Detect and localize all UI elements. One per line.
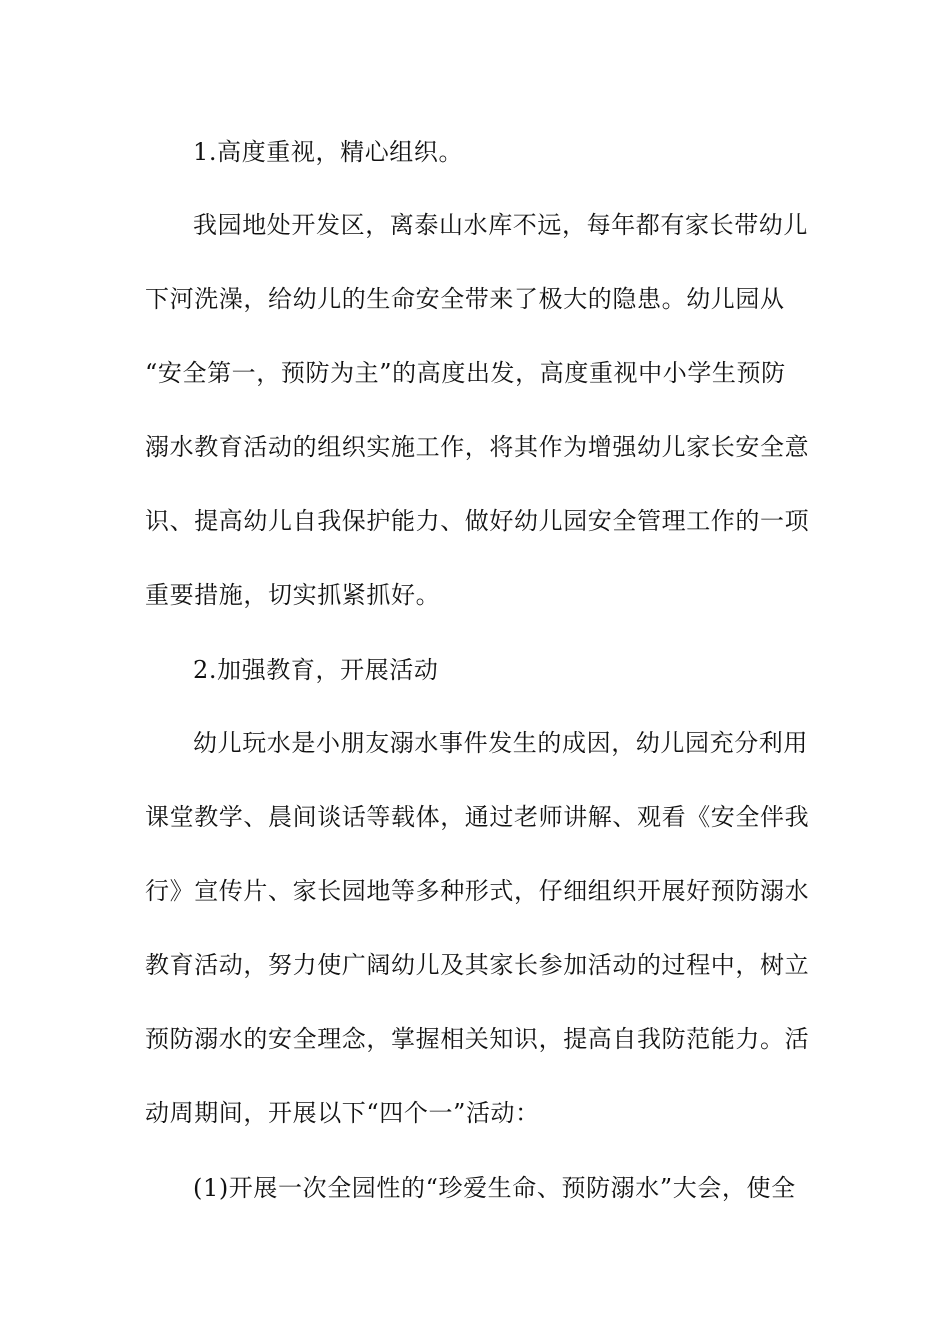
paragraph-line: 幼儿玩水是小朋友溺水事件发生的成因，幼儿园充分利用 [193,729,808,757]
paragraph-line: 教育活动，努力使广阔幼儿及其家长参加活动的过程中，树立 [145,951,810,979]
paragraph-line: “安全第一，预防为主”的高度出发，高度重视中小学生预防 [145,359,786,387]
paragraph-line: 课堂教学、晨间谈话等载体，通过老师讲解、观看《安全伴我 [145,803,810,831]
paragraph-line: 下河洗澡，给幼儿的生命安全带来了极大的隐患。幼儿园从 [145,285,785,313]
paragraph-line: 动周期间，开展以下“四个一”活动： [145,1099,540,1127]
paragraph-line: 识、提高幼儿自我保护能力、做好幼儿园安全管理工作的一项 [145,507,810,535]
paragraph-line: 我园地处开发区，离泰山水库不远，每年都有家长带幼儿 [193,211,808,239]
paragraph-line: 重要措施，切实抓紧抓好。 [145,581,441,609]
list-item-1: (1)开展一次全园性的“珍爱生命、预防溺水”大会，使全 [193,1174,796,1202]
heading-1: 1.高度重视，精心组织。 [193,138,464,166]
paragraph-line: 预防溺水的安全理念，掌握相关知识，提高自我防范能力。活 [145,1025,810,1053]
heading-2: 2.加强教育，开展活动 [193,656,439,684]
paragraph-line: 行》宣传片、家长园地等多种形式，仔细组织开展好预防溺水 [145,877,810,905]
paragraph-line: 溺水教育活动的组织实施工作，将其作为增强幼儿家长安全意 [145,433,810,461]
